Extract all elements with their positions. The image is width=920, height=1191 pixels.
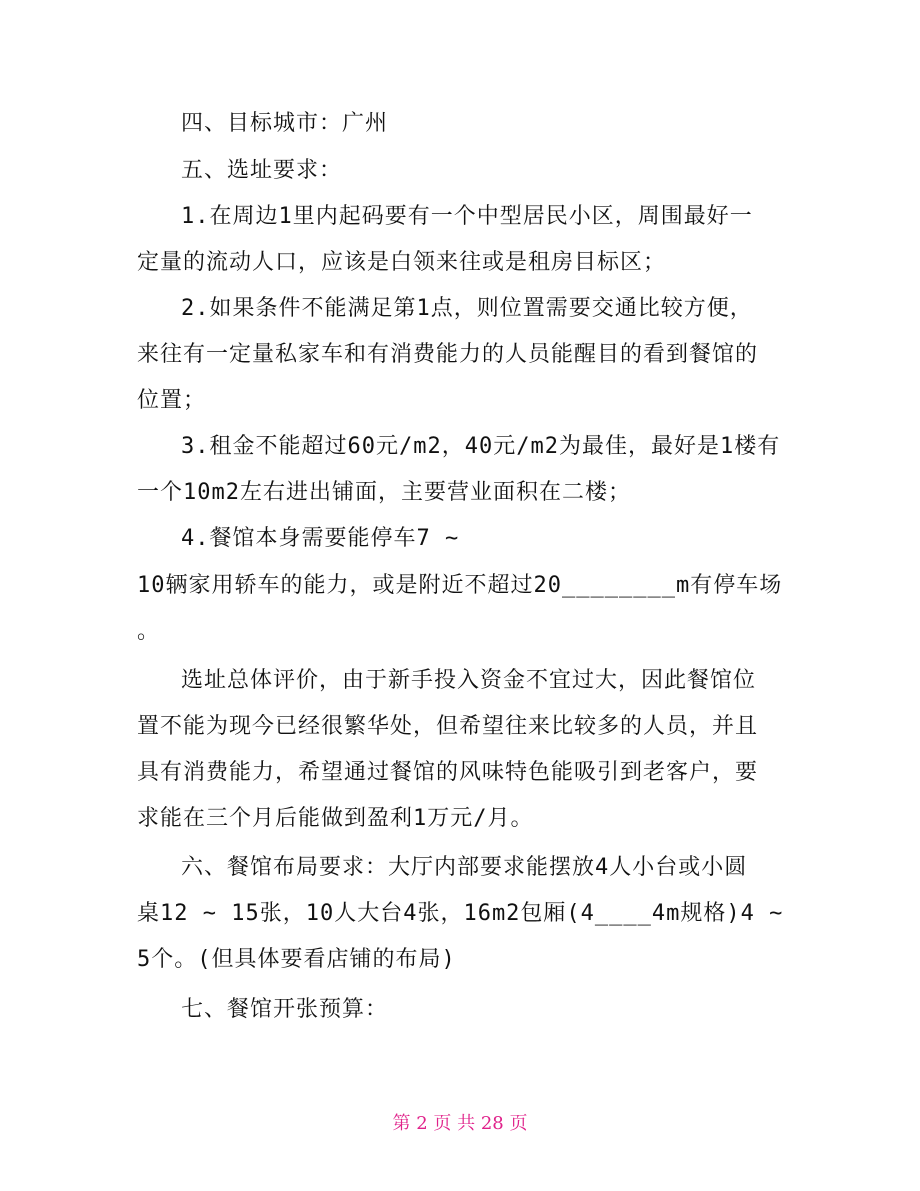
page-number-footer: 第 2 页 共 28 页	[392, 1113, 528, 1134]
paragraph-line: 4.餐馆本身需要能停车7 ~	[181, 526, 460, 551]
paragraph-line: 选址总体评价，由于新手投入资金不宜过大，因此餐馆位	[181, 668, 757, 693]
paragraph-line: 10辆家用轿车的能力，或是附近不超过20________m有停车场	[137, 573, 783, 598]
paragraph-line: 求能在三个月后能做到盈利1万元/月。	[137, 806, 534, 831]
heading-target-city: 四、目标城市：广州	[181, 111, 389, 136]
paragraph-line: 置不能为现今已经很繁华处，但希望往来比较多的人员，并且	[137, 714, 759, 739]
paragraph-line: 桌12 ~ 15张，10人大台4张，16m2包厢(4____4m规格)4 ~	[137, 901, 784, 926]
paragraph-line: 定量的流动人口，应该是白领来往或是租房目标区；	[137, 250, 667, 275]
paragraph-line: 5个。(但具体要看店铺的布局)	[137, 947, 456, 972]
paragraph-line: 3.租金不能超过60元/m2，40元/m2为最佳，最好是1楼有	[181, 434, 781, 459]
paragraph-line: 具有消费能力，希望通过餐馆的风味特色能吸引到老客户，要	[137, 760, 759, 785]
heading-opening-budget: 七、餐馆开张预算：	[181, 997, 389, 1022]
paragraph-line: 2.如果条件不能满足第1点，则位置需要交通比较方便，	[181, 296, 753, 321]
heading-site-requirements: 五、选址要求：	[181, 158, 343, 183]
paragraph-line: 位置；	[137, 388, 207, 413]
heading-layout-requirements: 六、餐馆布局要求：大厅内部要求能摆放4人小台或小圆	[181, 855, 748, 880]
paragraph-line: 来往有一定量私家车和有消费能力的人员能醒目的看到餐馆的	[137, 342, 759, 367]
paragraph-line: 1.在周边1里内起码要有一个中型居民小区，周围最好一	[181, 204, 753, 229]
paragraph-line: 一个10m2左右进出铺面，主要营业面积在二楼；	[137, 480, 631, 505]
paragraph-line: 。	[137, 619, 161, 644]
